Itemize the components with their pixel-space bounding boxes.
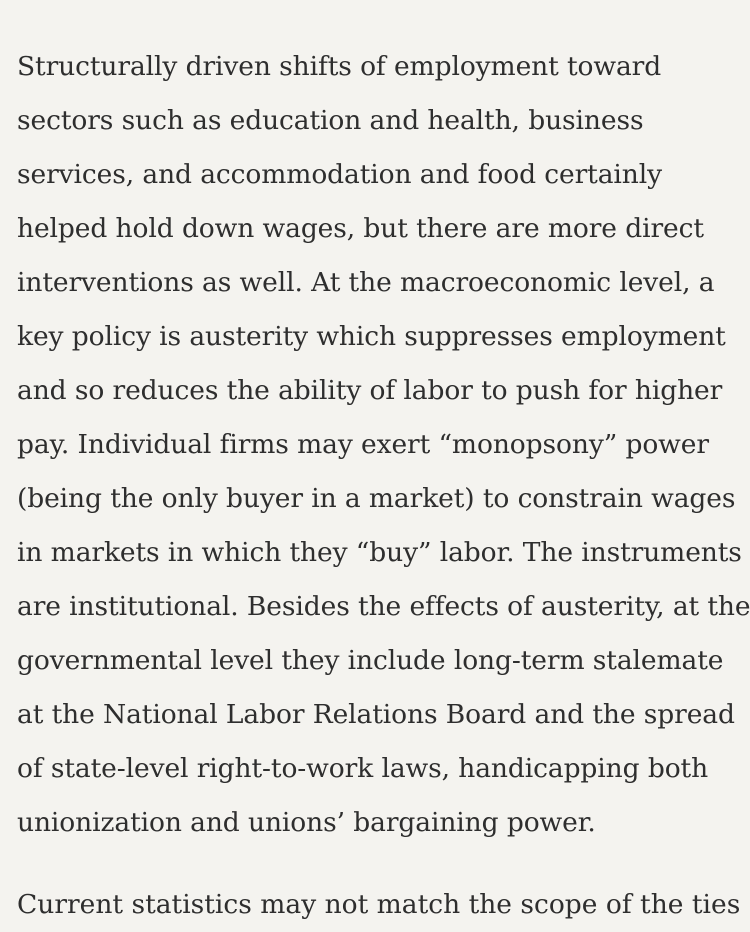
paragraph-line: governmental level they include long-term stalemate (17, 645, 724, 676)
paragraph-line: unionization and unions’ bargaining power. (17, 807, 596, 838)
previous-paragraph-fragment (17, 0, 189, 10)
paragraph-line: are institutional. Besides the effects of austerity, at the (17, 591, 750, 622)
paragraph-line: Structurally driven shifts of employment toward (17, 51, 662, 82)
paragraph-line: and so reduces the ability of labor to push for higher (17, 375, 723, 406)
paragraph-line: at the National Labor Relations Board and the spread (17, 699, 735, 730)
paragraph-line: key policy is austerity which suppresses employment (17, 321, 726, 352)
paragraph-line: in markets in which they “buy” labor. The instruments (17, 537, 742, 568)
paragraph-line: of state-level right-to-work laws, handicapping both (17, 753, 709, 784)
paragraph-line: interventions as well. At the macroeconomic level, a (17, 267, 715, 298)
paragraph-line: services, and accommodation and food certainly (17, 159, 662, 190)
paragraph-line: pay. Individual firms may exert “monopsony” power (17, 429, 709, 460)
next-paragraph-fragment: Current statistics may not match the scope of the ties (17, 889, 741, 920)
paragraph-line: helped hold down wages, but there are more direct (17, 213, 704, 244)
paragraph-line: (being the only buyer in a market) to constrain wages (17, 483, 736, 514)
paragraph-line: sectors such as education and health, business (17, 105, 644, 136)
